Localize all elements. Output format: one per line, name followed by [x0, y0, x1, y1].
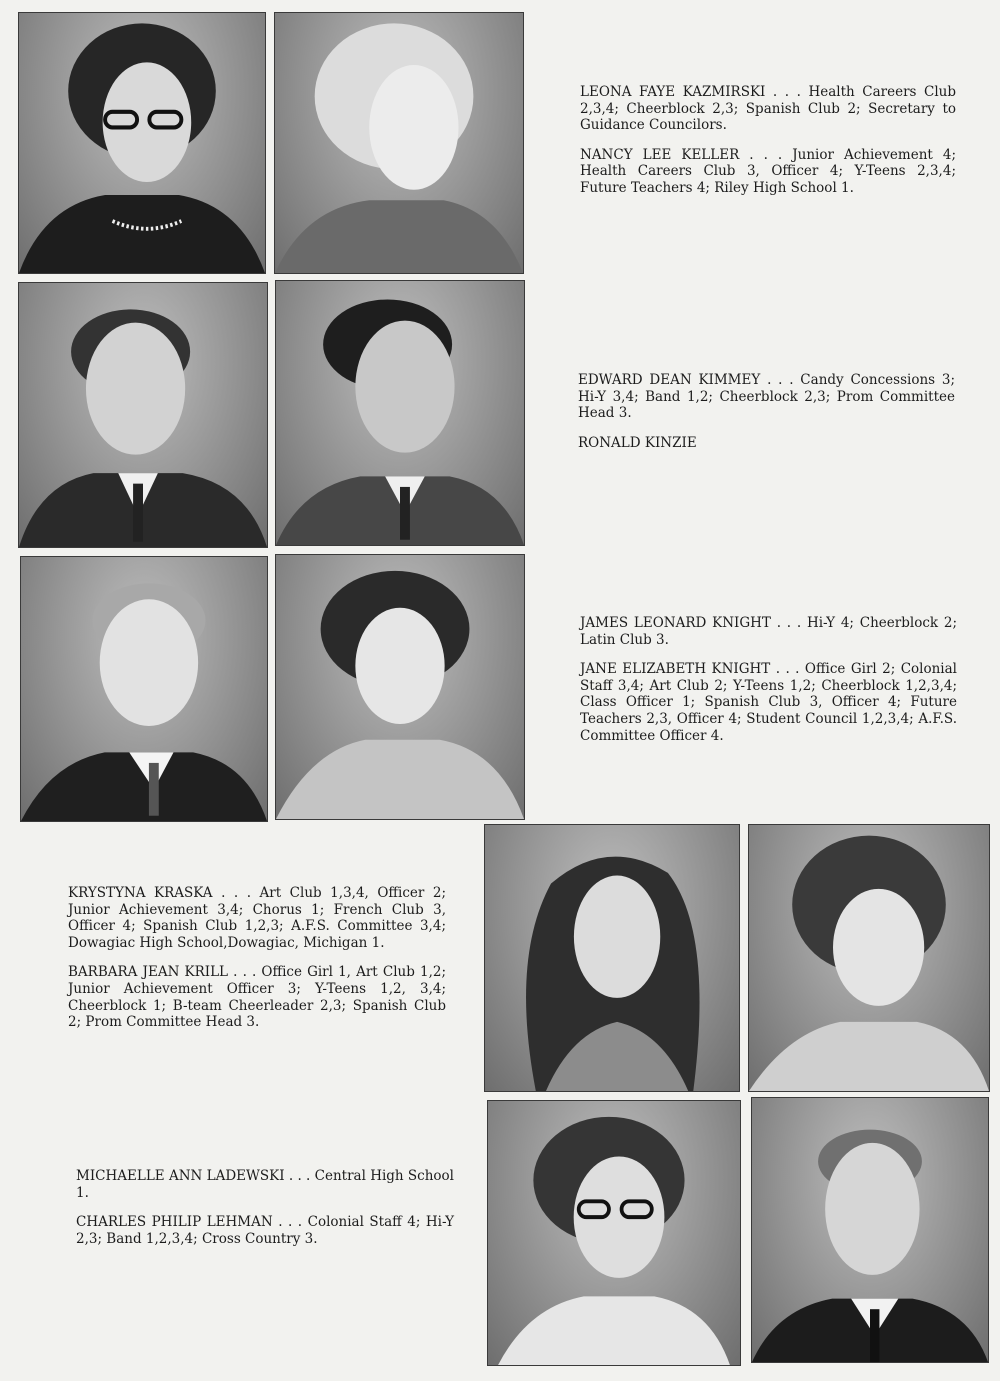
portrait-kimmey — [18, 282, 268, 548]
portrait-kazmirski — [18, 12, 266, 274]
bio-group-5 — [76, 1168, 454, 1247]
bio-je-knight: JANE ELIZABETH KNIGHT . . . Office Girl 2; Colonial Staff 3,4; Art Club 2; Y-Teens 1,2; Cheerblock 1,2,3,4; Class Officer 1; Spanish Club 3, Officer 4; Future Teachers 2,3, Officer 4; Student Council 1,2,3,4; A.F.S. Committee Officer 4. — [580, 661, 957, 744]
bio-kinzie: RONALD KINZIE — [578, 434, 697, 451]
portrait-ladewski — [487, 1100, 741, 1366]
portrait-krill — [748, 824, 990, 1092]
bio-keller: NANCY LEE KELLER . . . Junior Achievement 4; Health Careers Club 3, Officer 4; Y-Teens 2,3,4; Future Teachers 4; Riley High School 1. — [580, 146, 956, 196]
portrait-kinzie — [275, 280, 525, 546]
portrait-je-knight — [275, 554, 525, 820]
bio-group-2 — [578, 372, 955, 451]
portrait-kraska — [484, 824, 740, 1092]
bio-kimmey: EDWARD DEAN KIMMEY . . . Candy Concessions 3; Hi-Y 3,4; Band 1,2; Cheerblock 2,3; Prom Committee Head 3. — [578, 372, 955, 422]
bio-lehman: CHARLES PHILIP LEHMAN . . . Colonial Staff 4; Hi-Y 2,3; Band 1,2,3,4; Cross Country 3. — [76, 1214, 454, 1247]
bio-kazmirski: LEONA FAYE KAZMIRSKI . . . Health Careers Club 2,3,4; Cheerblock 2,3; Spanish Club 2; Secretary to Guidance Councilors. — [580, 84, 956, 134]
bio-kraska: KRYSTYNA KRASKA . . . Art Club 1,3,4, Officer 2; Junior Achievement 3,4; Chorus 1; French Club 3, Officer 4; Spanish Club 1,2,3; A.F.S. Committee 3,4; Dowagiac High School,Dowagiac, Michigan 1. — [68, 885, 446, 951]
bio-ladewski: MICHAELLE ANN LADEWSKI . . . Central High School 1. — [76, 1168, 454, 1201]
portrait-lehman — [751, 1097, 989, 1363]
bio-group-1 — [580, 84, 956, 197]
bio-j-knight: JAMES LEONARD KNIGHT . . . Hi-Y 4; Cheerblock 2; Latin Club 3. — [580, 615, 957, 648]
bio-group-4 — [68, 885, 446, 1031]
bio-group-3 — [580, 615, 957, 744]
portrait-keller — [274, 12, 524, 274]
bio-krill: BARBARA JEAN KRILL . . . Office Girl 1, Art Club 1,2; Junior Achievement Officer 3; Y-Teens 1,2, 3,4; Cheerblock 1; B-team Cheerleader 2,3; Spanish Club 2; Prom Committee Head 3. — [68, 964, 446, 1031]
portrait-j-knight — [20, 556, 268, 822]
